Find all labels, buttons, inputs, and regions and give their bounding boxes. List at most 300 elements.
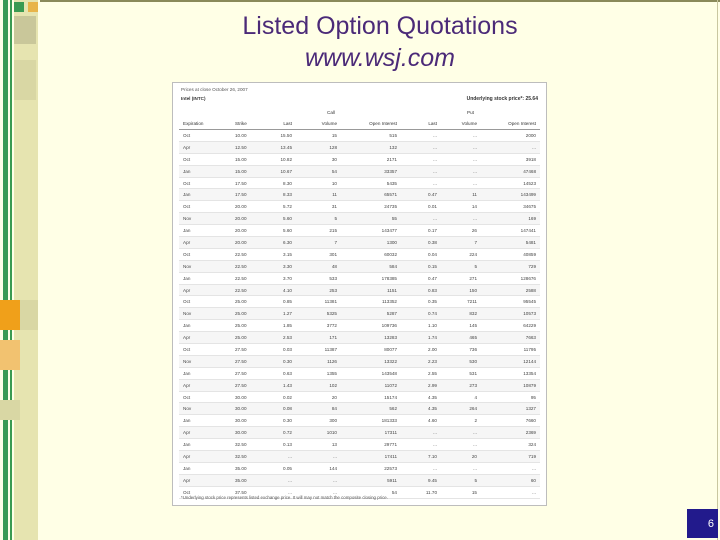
cell-put-last: 0.01 [428, 204, 437, 210]
cell-call-volume: 20 [331, 394, 337, 400]
cell-put-volume: ... [473, 465, 477, 471]
cell-strike: 20.00 [235, 228, 247, 234]
cell-put-open-interest: 143499 [520, 192, 536, 198]
cell-put-volume: 273 [469, 382, 477, 388]
cell-expiration: Nov [183, 358, 192, 364]
cell-expiration: Nov [183, 311, 192, 317]
cell-call-volume: 144 [329, 465, 337, 471]
cell-put-last: 4.35 [428, 406, 437, 412]
underlying-price: Underlying stock price*: 25.64 [466, 96, 538, 102]
cell-put-open-interest: 60 [530, 477, 536, 483]
cell-put-volume: 832 [469, 311, 477, 317]
quote-footnote: *Underlying stock price represents listed exchange price. It will may not match the composite closing price. [181, 495, 388, 500]
cell-call-last: 0.13 [283, 442, 292, 448]
cell-call-open-interest: 33357 [384, 168, 397, 174]
cell-put-volume: 20 [471, 454, 477, 460]
table-row [179, 403, 540, 415]
cell-call-volume: 1355 [326, 370, 337, 376]
cell-put-last: 2.99 [428, 382, 437, 388]
decor-light-orange-block [0, 340, 20, 370]
cell-put-volume: 2 [474, 418, 477, 424]
cell-put-open-interest: 34675 [523, 204, 536, 210]
cell-put-open-interest: ... [532, 144, 536, 150]
cell-strike: 30.00 [235, 394, 247, 400]
cell-put-volume: ... [473, 430, 477, 436]
cell-put-volume: 531 [469, 370, 477, 376]
table-row [179, 166, 540, 178]
cell-expiration: Oct [183, 180, 191, 186]
cell-call-open-interest: 80077 [384, 347, 397, 353]
cell-put-last: 0.17 [428, 228, 437, 234]
cell-put-open-interest: ... [532, 489, 536, 495]
cell-put-open-interest: 729 [528, 263, 536, 269]
cell-call-open-interest: 132 [389, 144, 397, 150]
left-green-stripe [3, 0, 8, 540]
call-group-label: Call [327, 110, 335, 115]
cell-put-open-interest: 13354 [523, 370, 536, 376]
cell-put-last: 0.38 [428, 240, 437, 246]
cell-strike: 15.00 [235, 156, 247, 162]
cell-strike: 30.00 [235, 406, 247, 412]
cell-put-last: ... [433, 144, 437, 150]
cell-call-open-interest: 143548 [381, 370, 397, 376]
cell-call-open-interest: 11072 [384, 382, 397, 388]
table-row [179, 285, 540, 297]
cell-strike: 15.00 [235, 168, 247, 174]
cell-put-volume: 15 [471, 489, 477, 495]
cell-put-last: ... [433, 442, 437, 448]
table-row [179, 201, 540, 213]
cell-put-volume: 11 [472, 192, 477, 198]
cell-put-last: 2.00 [428, 347, 437, 353]
cell-call-last: 5.60 [283, 216, 292, 222]
slide-number: 6 [687, 509, 718, 538]
cell-call-volume: 7 [334, 240, 337, 246]
cell-call-volume: 1010 [326, 430, 337, 436]
table-row [179, 189, 540, 201]
cell-expiration: Jan [183, 323, 191, 329]
cell-call-open-interest: 1300 [386, 240, 397, 246]
cell-put-volume: 4 [474, 394, 477, 400]
cell-strike: 17.50 [235, 192, 247, 198]
cell-put-last: 4.60 [428, 418, 437, 424]
cell-put-last: ... [433, 430, 437, 436]
table-row [179, 380, 540, 392]
table-row [179, 344, 540, 356]
cell-call-open-interest: 109736 [381, 323, 397, 329]
ticker-label: Intel (INTC) [181, 96, 206, 101]
cell-put-last: 0.83 [428, 287, 437, 293]
cell-call-open-interest: 5287 [386, 311, 397, 317]
put-group-label: Put [467, 110, 474, 115]
title-line-2: www.wsj.com [304, 44, 455, 72]
cell-strike: 17.50 [235, 180, 247, 186]
table-row [179, 463, 540, 475]
table-row [179, 213, 540, 225]
cell-expiration: Nov [183, 406, 192, 412]
cell-put-open-interest: 11795 [523, 347, 536, 353]
cell-put-open-interest: 2369 [525, 430, 536, 436]
cell-put-open-interest: 169 [528, 216, 536, 222]
cell-expiration: Oct [183, 156, 191, 162]
cell-put-open-interest: 95545 [523, 299, 536, 305]
table-row [179, 427, 540, 439]
cell-expiration: Jan [183, 465, 191, 471]
cell-call-last: 6.30 [283, 240, 292, 246]
cell-call-last: 8.33 [283, 192, 292, 198]
cell-put-last: 9.45 [428, 477, 437, 483]
table-row [179, 368, 540, 380]
cell-call-last: 1.43 [283, 382, 292, 388]
cell-expiration: Jan [183, 275, 191, 281]
table-row [179, 249, 540, 261]
decor-square [14, 2, 24, 12]
cell-call-last: 0.30 [283, 418, 292, 424]
table-row [179, 332, 540, 344]
cell-call-last: 15.50 [280, 133, 292, 138]
cell-call-volume: 30 [331, 156, 337, 162]
cell-call-volume: 10 [331, 180, 337, 186]
cell-call-last: 1.85 [283, 323, 292, 329]
cell-strike: 25.00 [235, 335, 247, 341]
cell-strike: 27.50 [235, 382, 247, 388]
cell-call-volume: 102 [329, 382, 337, 388]
cell-call-volume: 533 [329, 275, 337, 281]
decor-square [28, 2, 38, 12]
cell-expiration: Oct [183, 394, 191, 400]
cell-strike: 35.00 [235, 477, 247, 483]
top-rule [40, 0, 720, 2]
cell-expiration: Apr [183, 240, 191, 246]
cell-call-volume: 5325 [326, 311, 337, 317]
header-put-open-interest: Open Interest [508, 121, 536, 126]
cell-put-last: ... [433, 133, 437, 138]
cell-call-volume: 13 [331, 442, 337, 448]
cell-call-last: 4.10 [283, 287, 292, 293]
cell-strike: 10.00 [235, 133, 247, 138]
table-row [179, 308, 540, 320]
option-quote-screenshot [172, 82, 547, 506]
table-row [179, 273, 540, 285]
cell-call-open-interest: 143477 [381, 228, 397, 234]
cell-put-open-interest: 14523 [523, 180, 536, 186]
cell-put-volume: ... [473, 144, 477, 150]
cell-strike: 20.00 [235, 240, 247, 246]
cell-call-last: 13.45 [280, 144, 292, 150]
cell-call-last: 3.15 [283, 251, 292, 257]
cell-strike: 37.50 [235, 489, 247, 495]
cell-call-open-interest: 113352 [382, 299, 397, 305]
cell-put-volume: 26 [471, 228, 477, 234]
cell-call-open-interest: 65571 [384, 192, 397, 198]
quote-table-body [179, 130, 540, 499]
decor-block [0, 400, 20, 420]
cell-call-volume: 84 [331, 406, 337, 412]
cell-call-open-interest: 178385 [381, 275, 397, 281]
cell-put-volume: 465 [469, 335, 477, 341]
cell-call-open-interest: 562 [389, 406, 397, 412]
cell-put-open-interest: 1327 [525, 406, 536, 412]
cell-call-last: 0.08 [283, 406, 292, 412]
cell-put-last: 0.35 [428, 299, 437, 305]
cell-put-open-interest: 5481 [525, 240, 536, 246]
cell-call-last: 3.70 [283, 275, 292, 281]
cell-put-last: ... [433, 156, 437, 162]
table-row [179, 451, 540, 463]
cell-put-open-interest: 2000 [525, 133, 536, 138]
cell-put-volume: 150 [469, 287, 477, 293]
cell-put-last: 2.23 [428, 358, 437, 364]
cell-put-volume: 736 [469, 347, 477, 353]
cell-put-volume: 14 [471, 204, 477, 210]
cell-put-volume: ... [473, 442, 477, 448]
cell-expiration: Apr [183, 382, 191, 388]
cell-call-last: 5.72 [283, 204, 292, 210]
cell-strike: 27.50 [235, 358, 247, 364]
cell-call-volume: 15 [331, 133, 337, 138]
cell-put-volume: ... [473, 180, 477, 186]
cell-expiration: Jan [183, 442, 191, 448]
cell-strike: 35.00 [235, 465, 247, 471]
cell-call-last: 5.60 [283, 228, 292, 234]
cell-expiration: Oct [183, 204, 191, 210]
cell-put-open-interest: 147441 [520, 228, 536, 234]
cell-call-volume: 215 [329, 228, 337, 234]
cell-call-volume: 3772 [326, 323, 337, 329]
cell-call-volume: 5 [334, 216, 337, 222]
cell-put-open-interest: 719 [528, 454, 536, 460]
header-put-volume: Volume [461, 121, 477, 126]
cell-expiration: Apr [183, 454, 191, 460]
cell-put-volume: 7 [474, 240, 477, 246]
cell-put-last: 0.47 [428, 192, 437, 198]
header-put-last: Last [428, 121, 437, 126]
cell-put-volume: 271 [469, 275, 477, 281]
table-row [179, 130, 540, 142]
cell-put-last: ... [433, 465, 437, 471]
cell-call-volume: 128 [329, 144, 337, 150]
cell-call-open-interest: 17411 [384, 454, 397, 460]
cell-call-volume: 48 [331, 263, 337, 269]
cell-expiration: Apr [183, 430, 191, 436]
cell-put-open-interest: 7663 [525, 335, 536, 341]
cell-call-volume: 1126 [327, 358, 337, 364]
cell-call-open-interest: 2171 [386, 156, 397, 162]
cell-call-last: 0.05 [283, 465, 292, 471]
cell-call-open-interest: 5911 [387, 477, 397, 483]
cell-put-open-interest: 10573 [523, 311, 536, 317]
table-row [179, 154, 540, 166]
cell-call-last: 0.85 [283, 299, 292, 305]
cell-call-last: 0.63 [283, 370, 292, 376]
header-call-last: Last [283, 121, 292, 126]
cell-expiration: Apr [183, 287, 191, 293]
table-row [179, 356, 540, 368]
cell-put-last: 2.55 [428, 370, 437, 376]
cell-put-last: 0.74 [428, 311, 437, 317]
cell-put-open-interest: 47468 [523, 168, 536, 174]
cell-call-volume: ... [333, 454, 337, 460]
cell-strike: 32.50 [235, 442, 247, 448]
cell-expiration: Oct [183, 299, 191, 305]
table-row [179, 392, 540, 404]
cell-put-last: ... [433, 216, 437, 222]
cell-call-volume: ... [333, 489, 337, 495]
cell-call-open-interest: 15174 [384, 394, 397, 400]
cell-put-open-interest: 10879 [523, 382, 536, 388]
cell-call-last: 0.03 [283, 347, 292, 353]
table-row [179, 225, 540, 237]
quote-table-header [179, 119, 540, 130]
decor-square [14, 16, 36, 44]
cell-put-volume: 5 [474, 477, 477, 483]
cell-put-volume: 145 [469, 323, 477, 329]
cell-call-volume: 253 [329, 287, 337, 293]
cell-put-volume: 5 [474, 263, 477, 269]
cell-put-open-interest: 40859 [523, 251, 536, 257]
cell-expiration: Oct [183, 133, 191, 138]
cell-put-volume: 264 [469, 406, 477, 412]
table-row [179, 178, 540, 190]
cell-call-last: ... [288, 477, 292, 483]
table-row [179, 415, 540, 427]
cell-put-open-interest: 324 [528, 442, 536, 448]
cell-expiration: Jan [183, 418, 191, 424]
cell-call-last: 3.30 [283, 263, 292, 269]
header-call-open-interest: Open Interest [369, 121, 397, 126]
cell-call-open-interest: 29771 [384, 442, 397, 448]
slide-title [60, 10, 700, 74]
cell-expiration: Apr [183, 144, 191, 150]
cell-put-last: 1.74 [428, 335, 437, 341]
right-rule [717, 0, 718, 540]
cell-put-volume: ... [473, 156, 477, 162]
cell-strike: 30.00 [235, 418, 247, 424]
cell-call-open-interest: 17311 [384, 430, 397, 436]
cell-call-volume: 171 [329, 335, 337, 341]
table-row [179, 142, 540, 154]
cell-call-open-interest: 1151 [387, 287, 397, 293]
cell-put-last: ... [433, 180, 437, 186]
left-green-thin-stripe [10, 0, 12, 540]
cell-expiration: Nov [183, 263, 192, 269]
cell-put-volume: ... [473, 133, 477, 138]
table-row [179, 296, 540, 308]
cell-expiration: Jan [183, 228, 191, 234]
cell-put-open-interest: 128676 [520, 275, 536, 281]
cell-call-last: 0.30 [283, 358, 292, 364]
cell-strike: 22.50 [235, 263, 247, 269]
cell-put-open-interest: 7660 [525, 418, 536, 424]
cell-put-last: 0.04 [428, 251, 437, 257]
cell-call-open-interest: 181333 [381, 418, 397, 424]
decor-block [14, 60, 36, 100]
cell-call-open-interest: 584 [389, 263, 397, 269]
cell-call-volume: 31 [331, 204, 337, 210]
cell-call-open-interest: 55 [391, 216, 397, 222]
cell-call-volume: 11387 [324, 347, 337, 353]
cell-put-volume: 530 [469, 358, 477, 364]
cell-put-volume: ... [473, 216, 477, 222]
cell-expiration: Oct [183, 251, 191, 257]
cell-call-last: 0.72 [283, 430, 292, 436]
cell-put-open-interest: 12144 [523, 358, 536, 364]
prior-close-date: Prices at close October 26, 2007 [181, 87, 248, 92]
cell-strike: 20.00 [235, 216, 247, 222]
cell-call-volume: 54 [331, 168, 337, 174]
cell-call-last: 10.82 [280, 156, 292, 162]
table-row [179, 237, 540, 249]
cell-call-last: ... [288, 489, 292, 495]
cell-call-volume: 11 [332, 192, 337, 198]
cell-call-last: 10.67 [280, 168, 292, 174]
table-row [179, 439, 540, 451]
cell-strike: 20.00 [235, 204, 247, 210]
cell-strike: 12.50 [235, 144, 247, 150]
cell-put-last: 0.47 [428, 275, 437, 281]
cell-strike: 30.00 [235, 430, 247, 436]
decor-block [20, 300, 38, 330]
table-row [179, 261, 540, 273]
cell-call-open-interest: 60032 [384, 251, 397, 257]
header-call-volume: Volume [321, 121, 337, 126]
cell-expiration: Oct [183, 347, 191, 353]
cell-put-last: 4.35 [428, 394, 437, 400]
cell-expiration: Jan [183, 370, 191, 376]
cell-put-last: 11.70 [425, 489, 437, 495]
cell-expiration: Jan [183, 168, 191, 174]
cell-call-last: 2.53 [283, 335, 292, 341]
cell-call-volume: 301 [329, 251, 337, 257]
table-row [179, 475, 540, 487]
cell-call-last: 8.30 [283, 180, 292, 186]
cell-call-open-interest: 13322 [384, 358, 397, 364]
cell-put-last: ... [433, 168, 437, 174]
cell-call-last: ... [288, 454, 292, 460]
cell-call-open-interest: 24735 [384, 204, 397, 210]
cell-strike: 27.50 [235, 347, 247, 353]
cell-put-volume: 7211 [467, 299, 477, 305]
cell-put-last: 0.15 [428, 263, 437, 269]
left-decorative-bar [0, 0, 40, 540]
table-row [179, 320, 540, 332]
cell-put-volume: 224 [469, 251, 477, 257]
cell-call-volume: ... [333, 477, 337, 483]
decor-orange-block [0, 300, 20, 330]
cell-put-last: 7.10 [428, 454, 437, 460]
cell-put-volume: ... [473, 168, 477, 174]
cell-expiration: Jan [183, 192, 191, 198]
cell-expiration: Apr [183, 477, 191, 483]
header-strike: Strike [235, 121, 247, 126]
cell-call-last: 0.02 [283, 394, 292, 400]
cell-call-open-interest: 515 [389, 133, 397, 138]
cell-strike: 22.50 [235, 251, 247, 257]
cell-strike: 32.50 [235, 454, 247, 460]
cell-put-open-interest: 64229 [523, 323, 536, 329]
cell-call-open-interest: 22573 [384, 465, 397, 471]
cell-expiration: Oct [183, 489, 191, 495]
cell-put-open-interest: ... [532, 465, 536, 471]
cell-put-last: 1.10 [428, 323, 437, 329]
cell-call-open-interest: 13283 [384, 335, 397, 341]
cell-call-last: 1.27 [283, 311, 292, 317]
title-line-1: Listed Option Quotations [242, 12, 518, 40]
cell-strike: 25.00 [235, 311, 247, 317]
cell-call-volume: 300 [329, 418, 337, 424]
cell-call-open-interest: 5435 [386, 180, 397, 186]
cell-strike: 25.00 [235, 299, 247, 305]
